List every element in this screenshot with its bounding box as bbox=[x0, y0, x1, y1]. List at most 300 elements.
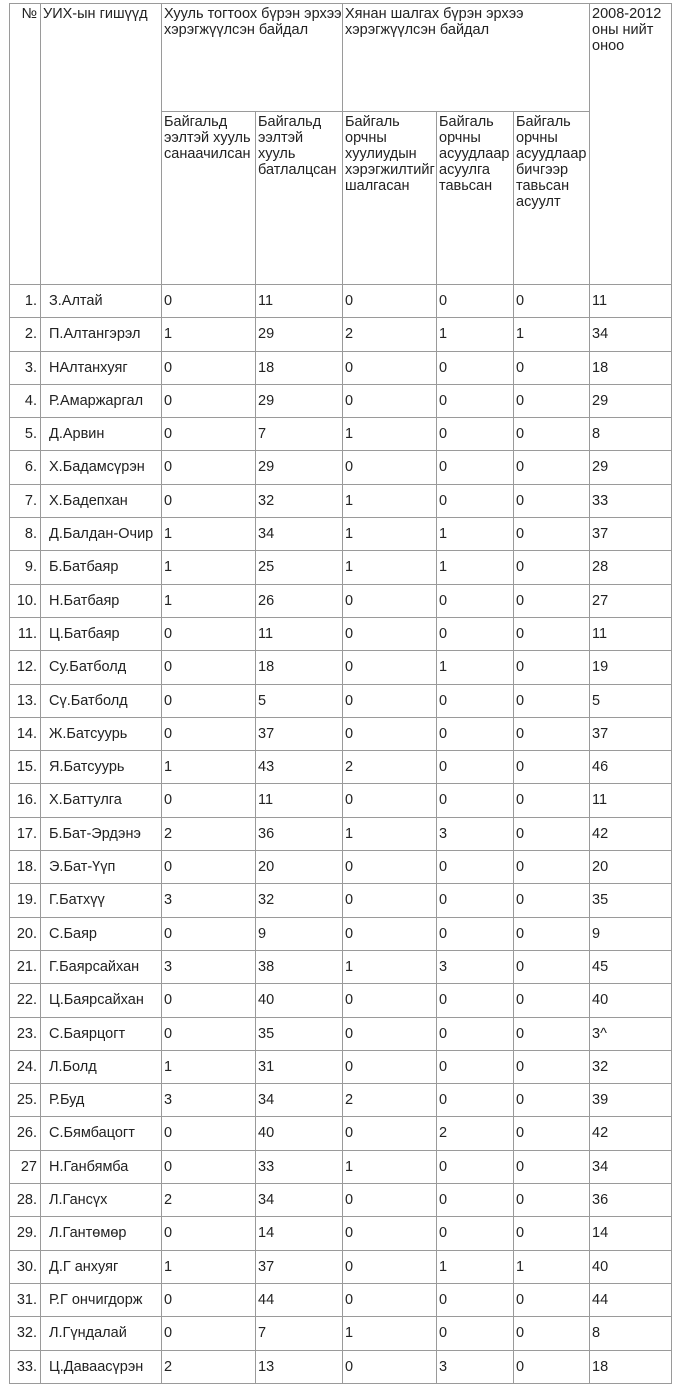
row-number: 26. bbox=[10, 1117, 41, 1150]
total-score: 8 bbox=[590, 1317, 672, 1350]
approved-count: 26 bbox=[256, 584, 343, 617]
member-name: Н.Батбаяр bbox=[41, 584, 162, 617]
header-legislative-group: Хууль тогтоох бүрэн эрхээ хэрэгжүүлсэн байдал bbox=[162, 4, 343, 112]
approved-count: 29 bbox=[256, 318, 343, 351]
row-number: 31. bbox=[10, 1283, 41, 1316]
table-row bbox=[10, 1050, 672, 1083]
header-member: УИХ-ын гишүүд bbox=[41, 4, 162, 285]
table-row bbox=[10, 984, 672, 1017]
written-question-count: 0 bbox=[514, 1184, 590, 1217]
row-number: 24. bbox=[10, 1050, 41, 1083]
initiated-count: 1 bbox=[162, 551, 256, 584]
table-row bbox=[10, 817, 672, 850]
initiated-count: 3 bbox=[162, 950, 256, 983]
initiated-count: 0 bbox=[162, 418, 256, 451]
row-number: 18. bbox=[10, 851, 41, 884]
row-number: 28. bbox=[10, 1184, 41, 1217]
checked-count: 0 bbox=[343, 1184, 437, 1217]
initiated-count: 1 bbox=[162, 584, 256, 617]
member-name: Р.Г ончигдорж bbox=[41, 1283, 162, 1316]
initiated-count: 0 bbox=[162, 1117, 256, 1150]
member-name: Ц.Даваасүрэн bbox=[41, 1350, 162, 1384]
total-score: 5 bbox=[590, 684, 672, 717]
written-question-count: 0 bbox=[514, 950, 590, 983]
total-score: 44 bbox=[590, 1283, 672, 1316]
row-number: 3. bbox=[10, 351, 41, 384]
approved-count: 38 bbox=[256, 950, 343, 983]
member-name: Л.Гантөмөр bbox=[41, 1217, 162, 1250]
approved-count: 5 bbox=[256, 684, 343, 717]
checked-count: 2 bbox=[343, 1084, 437, 1117]
written-question-count: 0 bbox=[514, 1283, 590, 1316]
written-question-count: 0 bbox=[514, 717, 590, 750]
total-score: 29 bbox=[590, 451, 672, 484]
member-name: Ж.Батсуурь bbox=[41, 717, 162, 750]
total-score: 40 bbox=[590, 984, 672, 1017]
approved-count: 34 bbox=[256, 518, 343, 551]
written-question-count: 0 bbox=[514, 884, 590, 917]
inquiry-count: 0 bbox=[437, 451, 514, 484]
member-name: Р.Амаржаргал bbox=[41, 384, 162, 417]
approved-count: 40 bbox=[256, 984, 343, 1017]
written-question-count: 0 bbox=[514, 917, 590, 950]
checked-count: 0 bbox=[343, 1217, 437, 1250]
checked-count: 0 bbox=[343, 884, 437, 917]
initiated-count: 0 bbox=[162, 451, 256, 484]
written-question-count: 0 bbox=[514, 751, 590, 784]
member-name: Л.Гүндалай bbox=[41, 1317, 162, 1350]
written-question-count: 0 bbox=[514, 1084, 590, 1117]
checked-count: 0 bbox=[343, 1017, 437, 1050]
approved-count: 11 bbox=[256, 285, 343, 318]
row-number: 2. bbox=[10, 318, 41, 351]
total-score: 37 bbox=[590, 717, 672, 750]
member-name: Д.Арвин bbox=[41, 418, 162, 451]
header-inquiries: Байгаль орчны асуудлаар асуулга тавьсан bbox=[437, 112, 514, 285]
written-question-count: 0 bbox=[514, 418, 590, 451]
inquiry-count: 0 bbox=[437, 717, 514, 750]
table-row bbox=[10, 1084, 672, 1117]
total-score: 46 bbox=[590, 751, 672, 784]
checked-count: 0 bbox=[343, 784, 437, 817]
total-score: 32 bbox=[590, 1050, 672, 1083]
member-name: Д.Балдан-Очир bbox=[41, 518, 162, 551]
checked-count: 0 bbox=[343, 1050, 437, 1083]
total-score: 42 bbox=[590, 817, 672, 850]
inquiry-count: 3 bbox=[437, 1350, 514, 1384]
written-question-count: 0 bbox=[514, 1317, 590, 1350]
inquiry-count: 0 bbox=[437, 684, 514, 717]
table-row bbox=[10, 1250, 672, 1283]
total-score: 29 bbox=[590, 384, 672, 417]
table-row bbox=[10, 584, 672, 617]
table-row bbox=[10, 384, 672, 417]
member-name: Я.Батсуурь bbox=[41, 751, 162, 784]
initiated-count: 1 bbox=[162, 1050, 256, 1083]
total-score: 40 bbox=[590, 1250, 672, 1283]
initiated-count: 1 bbox=[162, 1250, 256, 1283]
table-row bbox=[10, 551, 672, 584]
initiated-count: 0 bbox=[162, 651, 256, 684]
inquiry-count: 0 bbox=[437, 584, 514, 617]
inquiry-count: 0 bbox=[437, 784, 514, 817]
checked-count: 0 bbox=[343, 584, 437, 617]
member-name: С.Бямбацогт bbox=[41, 1117, 162, 1150]
written-question-count: 0 bbox=[514, 851, 590, 884]
inquiry-count: 0 bbox=[437, 1084, 514, 1117]
member-name: Х.Бадамсүрэн bbox=[41, 451, 162, 484]
inquiry-count: 2 bbox=[437, 1117, 514, 1150]
checked-count: 0 bbox=[343, 851, 437, 884]
total-score: 28 bbox=[590, 551, 672, 584]
total-score: 36 bbox=[590, 1184, 672, 1217]
header-approved-laws: Байгальд ээлтэй хууль батлалцсан bbox=[256, 112, 343, 285]
checked-count: 1 bbox=[343, 1150, 437, 1183]
written-question-count: 0 bbox=[514, 1150, 590, 1183]
table-row bbox=[10, 917, 672, 950]
inquiry-count: 1 bbox=[437, 518, 514, 551]
total-score: 45 bbox=[590, 950, 672, 983]
row-number: 6. bbox=[10, 451, 41, 484]
total-score: 11 bbox=[590, 285, 672, 318]
approved-count: 9 bbox=[256, 917, 343, 950]
total-score: 18 bbox=[590, 351, 672, 384]
member-name: Г.Батхүү bbox=[41, 884, 162, 917]
inquiry-count: 0 bbox=[437, 484, 514, 517]
table-row bbox=[10, 1283, 672, 1316]
table-row bbox=[10, 1184, 672, 1217]
total-score: 39 bbox=[590, 1084, 672, 1117]
checked-count: 2 bbox=[343, 751, 437, 784]
initiated-count: 0 bbox=[162, 351, 256, 384]
inquiry-count: 0 bbox=[437, 1150, 514, 1183]
total-score: 18 bbox=[590, 1350, 672, 1384]
approved-count: 44 bbox=[256, 1283, 343, 1316]
approved-count: 11 bbox=[256, 617, 343, 650]
approved-count: 11 bbox=[256, 784, 343, 817]
approved-count: 7 bbox=[256, 418, 343, 451]
initiated-count: 2 bbox=[162, 1184, 256, 1217]
checked-count: 1 bbox=[343, 551, 437, 584]
approved-count: 32 bbox=[256, 884, 343, 917]
checked-count: 0 bbox=[343, 451, 437, 484]
initiated-count: 0 bbox=[162, 1150, 256, 1183]
inquiry-count: 1 bbox=[437, 318, 514, 351]
approved-count: 34 bbox=[256, 1084, 343, 1117]
checked-count: 0 bbox=[343, 1283, 437, 1316]
written-question-count: 0 bbox=[514, 817, 590, 850]
written-question-count: 0 bbox=[514, 551, 590, 584]
total-score: 19 bbox=[590, 651, 672, 684]
written-question-count: 0 bbox=[514, 484, 590, 517]
approved-count: 40 bbox=[256, 1117, 343, 1150]
table-row bbox=[10, 285, 672, 318]
written-question-count: 0 bbox=[514, 1117, 590, 1150]
row-number: 17. bbox=[10, 817, 41, 850]
row-number: 5. bbox=[10, 418, 41, 451]
header-number: № bbox=[10, 4, 41, 285]
inquiry-count: 0 bbox=[437, 1217, 514, 1250]
row-number: 23. bbox=[10, 1017, 41, 1050]
member-name: Э.Бат-Үүп bbox=[41, 851, 162, 884]
approved-count: 25 bbox=[256, 551, 343, 584]
approved-count: 35 bbox=[256, 1017, 343, 1050]
total-score: 35 bbox=[590, 884, 672, 917]
inquiry-count: 0 bbox=[437, 384, 514, 417]
approved-count: 37 bbox=[256, 1250, 343, 1283]
written-question-count: 0 bbox=[514, 651, 590, 684]
initiated-count: 0 bbox=[162, 384, 256, 417]
member-name: Б.Батбаяр bbox=[41, 551, 162, 584]
row-number: 15. bbox=[10, 751, 41, 784]
approved-count: 37 bbox=[256, 717, 343, 750]
table-row bbox=[10, 1317, 672, 1350]
row-number: 8. bbox=[10, 518, 41, 551]
initiated-count: 0 bbox=[162, 851, 256, 884]
approved-count: 29 bbox=[256, 451, 343, 484]
inquiry-count: 1 bbox=[437, 1250, 514, 1283]
initiated-count: 0 bbox=[162, 285, 256, 318]
approved-count: 34 bbox=[256, 1184, 343, 1217]
table-row bbox=[10, 1017, 672, 1050]
member-name: Х.Бадепхан bbox=[41, 484, 162, 517]
initiated-count: 2 bbox=[162, 1350, 256, 1384]
initiated-count: 1 bbox=[162, 318, 256, 351]
table-row bbox=[10, 751, 672, 784]
checked-count: 0 bbox=[343, 717, 437, 750]
table-row bbox=[10, 884, 672, 917]
initiated-count: 0 bbox=[162, 784, 256, 817]
member-name: Р.Буд bbox=[41, 1084, 162, 1117]
total-score: 9 bbox=[590, 917, 672, 950]
member-name: З.Алтай bbox=[41, 285, 162, 318]
checked-count: 0 bbox=[343, 684, 437, 717]
table-row bbox=[10, 851, 672, 884]
inquiry-count: 0 bbox=[437, 984, 514, 1017]
approved-count: 14 bbox=[256, 1217, 343, 1250]
table-row bbox=[10, 518, 672, 551]
table-row bbox=[10, 617, 672, 650]
total-score: 34 bbox=[590, 318, 672, 351]
approved-count: 18 bbox=[256, 651, 343, 684]
inquiry-count: 0 bbox=[437, 351, 514, 384]
written-question-count: 0 bbox=[514, 518, 590, 551]
total-score: 34 bbox=[590, 1150, 672, 1183]
inquiry-count: 0 bbox=[437, 1317, 514, 1350]
inquiry-count: 0 bbox=[437, 851, 514, 884]
member-name: Ц.Баярсайхан bbox=[41, 984, 162, 1017]
table-row bbox=[10, 651, 672, 684]
member-name: Су.Батболд bbox=[41, 651, 162, 684]
member-name: П.Алтангэрэл bbox=[41, 318, 162, 351]
checked-count: 0 bbox=[343, 617, 437, 650]
inquiry-count: 0 bbox=[437, 751, 514, 784]
row-number: 27 bbox=[10, 1150, 41, 1183]
table-row bbox=[10, 451, 672, 484]
written-question-count: 0 bbox=[514, 1050, 590, 1083]
header-total: 2008-2012 оны нийт оноо bbox=[590, 4, 672, 285]
total-score: 20 bbox=[590, 851, 672, 884]
table-row bbox=[10, 484, 672, 517]
table-row bbox=[10, 950, 672, 983]
checked-count: 0 bbox=[343, 917, 437, 950]
checked-count: 0 bbox=[343, 1250, 437, 1283]
total-score: 3^ bbox=[590, 1017, 672, 1050]
row-number: 20. bbox=[10, 917, 41, 950]
header-written-questions: Байгаль орчны асуудлаар бичгээр тавьсан асуулт bbox=[514, 112, 590, 285]
member-name: Л.Болд bbox=[41, 1050, 162, 1083]
member-name: НАлтанхуяг bbox=[41, 351, 162, 384]
total-score: 11 bbox=[590, 617, 672, 650]
approved-count: 20 bbox=[256, 851, 343, 884]
row-number: 22. bbox=[10, 984, 41, 1017]
row-number: 13. bbox=[10, 684, 41, 717]
row-number: 16. bbox=[10, 784, 41, 817]
table-row bbox=[10, 351, 672, 384]
approved-count: 43 bbox=[256, 751, 343, 784]
table-row bbox=[10, 684, 672, 717]
table-row bbox=[10, 784, 672, 817]
member-name: Д.Г анхуяг bbox=[41, 1250, 162, 1283]
written-question-count: 0 bbox=[514, 617, 590, 650]
approved-count: 13 bbox=[256, 1350, 343, 1384]
inquiry-count: 3 bbox=[437, 950, 514, 983]
initiated-count: 1 bbox=[162, 751, 256, 784]
written-question-count: 0 bbox=[514, 451, 590, 484]
row-number: 11. bbox=[10, 617, 41, 650]
table-body bbox=[10, 285, 672, 1384]
written-question-count: 0 bbox=[514, 1217, 590, 1250]
approved-count: 32 bbox=[256, 484, 343, 517]
row-number: 32. bbox=[10, 1317, 41, 1350]
row-number: 14. bbox=[10, 717, 41, 750]
total-score: 37 bbox=[590, 518, 672, 551]
row-number: 25. bbox=[10, 1084, 41, 1117]
table-row bbox=[10, 717, 672, 750]
total-score: 11 bbox=[590, 784, 672, 817]
inquiry-count: 0 bbox=[437, 1184, 514, 1217]
written-question-count: 0 bbox=[514, 1017, 590, 1050]
checked-count: 1 bbox=[343, 518, 437, 551]
approved-count: 36 bbox=[256, 817, 343, 850]
table-row bbox=[10, 1150, 672, 1183]
row-number: 4. bbox=[10, 384, 41, 417]
approved-count: 31 bbox=[256, 1050, 343, 1083]
initiated-count: 3 bbox=[162, 884, 256, 917]
written-question-count: 0 bbox=[514, 984, 590, 1017]
member-name: Х.Баттулга bbox=[41, 784, 162, 817]
total-score: 42 bbox=[590, 1117, 672, 1150]
checked-count: 0 bbox=[343, 351, 437, 384]
row-number: 12. bbox=[10, 651, 41, 684]
inquiry-count: 1 bbox=[437, 651, 514, 684]
header-initiated-laws: Байгальд ээлтэй хууль санаачилсан bbox=[162, 112, 256, 285]
row-number: 19. bbox=[10, 884, 41, 917]
member-name: Сү.Батболд bbox=[41, 684, 162, 717]
approved-count: 18 bbox=[256, 351, 343, 384]
row-number: 21. bbox=[10, 950, 41, 983]
initiated-count: 0 bbox=[162, 684, 256, 717]
total-score: 27 bbox=[590, 584, 672, 617]
header-checked-implementation: Байгаль орчны хуулиудын хэрэгжилтийг шалгасан bbox=[343, 112, 437, 285]
inquiry-count: 0 bbox=[437, 285, 514, 318]
initiated-count: 0 bbox=[162, 917, 256, 950]
inquiry-count: 0 bbox=[437, 917, 514, 950]
checked-count: 0 bbox=[343, 285, 437, 318]
checked-count: 1 bbox=[343, 418, 437, 451]
checked-count: 2 bbox=[343, 318, 437, 351]
members-score-table bbox=[9, 3, 672, 1384]
header-oversight-group: Хянан шалгах бүрэн эрхээ хэрэгжүүлсэн байдал bbox=[343, 4, 590, 112]
written-question-count: 0 bbox=[514, 1350, 590, 1384]
total-score: 33 bbox=[590, 484, 672, 517]
row-number: 1. bbox=[10, 285, 41, 318]
approved-count: 33 bbox=[256, 1150, 343, 1183]
table-row bbox=[10, 318, 672, 351]
written-question-count: 0 bbox=[514, 351, 590, 384]
approved-count: 7 bbox=[256, 1317, 343, 1350]
table-row bbox=[10, 1217, 672, 1250]
total-score: 14 bbox=[590, 1217, 672, 1250]
member-name: Л.Гансүх bbox=[41, 1184, 162, 1217]
initiated-count: 0 bbox=[162, 1017, 256, 1050]
member-name: Б.Бат-Эрдэнэ bbox=[41, 817, 162, 850]
inquiry-count: 0 bbox=[437, 884, 514, 917]
initiated-count: 0 bbox=[162, 484, 256, 517]
written-question-count: 1 bbox=[514, 318, 590, 351]
initiated-count: 0 bbox=[162, 1283, 256, 1316]
written-question-count: 0 bbox=[514, 684, 590, 717]
checked-count: 1 bbox=[343, 950, 437, 983]
member-name: С.Баяр bbox=[41, 917, 162, 950]
inquiry-count: 0 bbox=[437, 1050, 514, 1083]
row-number: 10. bbox=[10, 584, 41, 617]
written-question-count: 0 bbox=[514, 285, 590, 318]
checked-count: 0 bbox=[343, 984, 437, 1017]
checked-count: 1 bbox=[343, 817, 437, 850]
table-row bbox=[10, 418, 672, 451]
inquiry-count: 0 bbox=[437, 1283, 514, 1316]
initiated-count: 0 bbox=[162, 717, 256, 750]
checked-count: 0 bbox=[343, 1117, 437, 1150]
inquiry-count: 0 bbox=[437, 418, 514, 451]
row-number: 30. bbox=[10, 1250, 41, 1283]
total-score: 8 bbox=[590, 418, 672, 451]
initiated-count: 0 bbox=[162, 617, 256, 650]
inquiry-count: 0 bbox=[437, 617, 514, 650]
member-name: Г.Баярсайхан bbox=[41, 950, 162, 983]
checked-count: 1 bbox=[343, 1317, 437, 1350]
checked-count: 1 bbox=[343, 484, 437, 517]
initiated-count: 0 bbox=[162, 1317, 256, 1350]
written-question-count: 0 bbox=[514, 584, 590, 617]
initiated-count: 0 bbox=[162, 984, 256, 1017]
member-name: Ц.Батбаяр bbox=[41, 617, 162, 650]
table-row bbox=[10, 1117, 672, 1150]
row-number: 33. bbox=[10, 1350, 41, 1384]
member-name: С.Баярцогт bbox=[41, 1017, 162, 1050]
initiated-count: 1 bbox=[162, 518, 256, 551]
inquiry-count: 3 bbox=[437, 817, 514, 850]
written-question-count: 0 bbox=[514, 384, 590, 417]
initiated-count: 3 bbox=[162, 1084, 256, 1117]
table-row bbox=[10, 1350, 672, 1384]
written-question-count: 0 bbox=[514, 784, 590, 817]
written-question-count: 1 bbox=[514, 1250, 590, 1283]
checked-count: 0 bbox=[343, 1350, 437, 1384]
initiated-count: 2 bbox=[162, 817, 256, 850]
member-name: Н.Ганбямба bbox=[41, 1150, 162, 1183]
